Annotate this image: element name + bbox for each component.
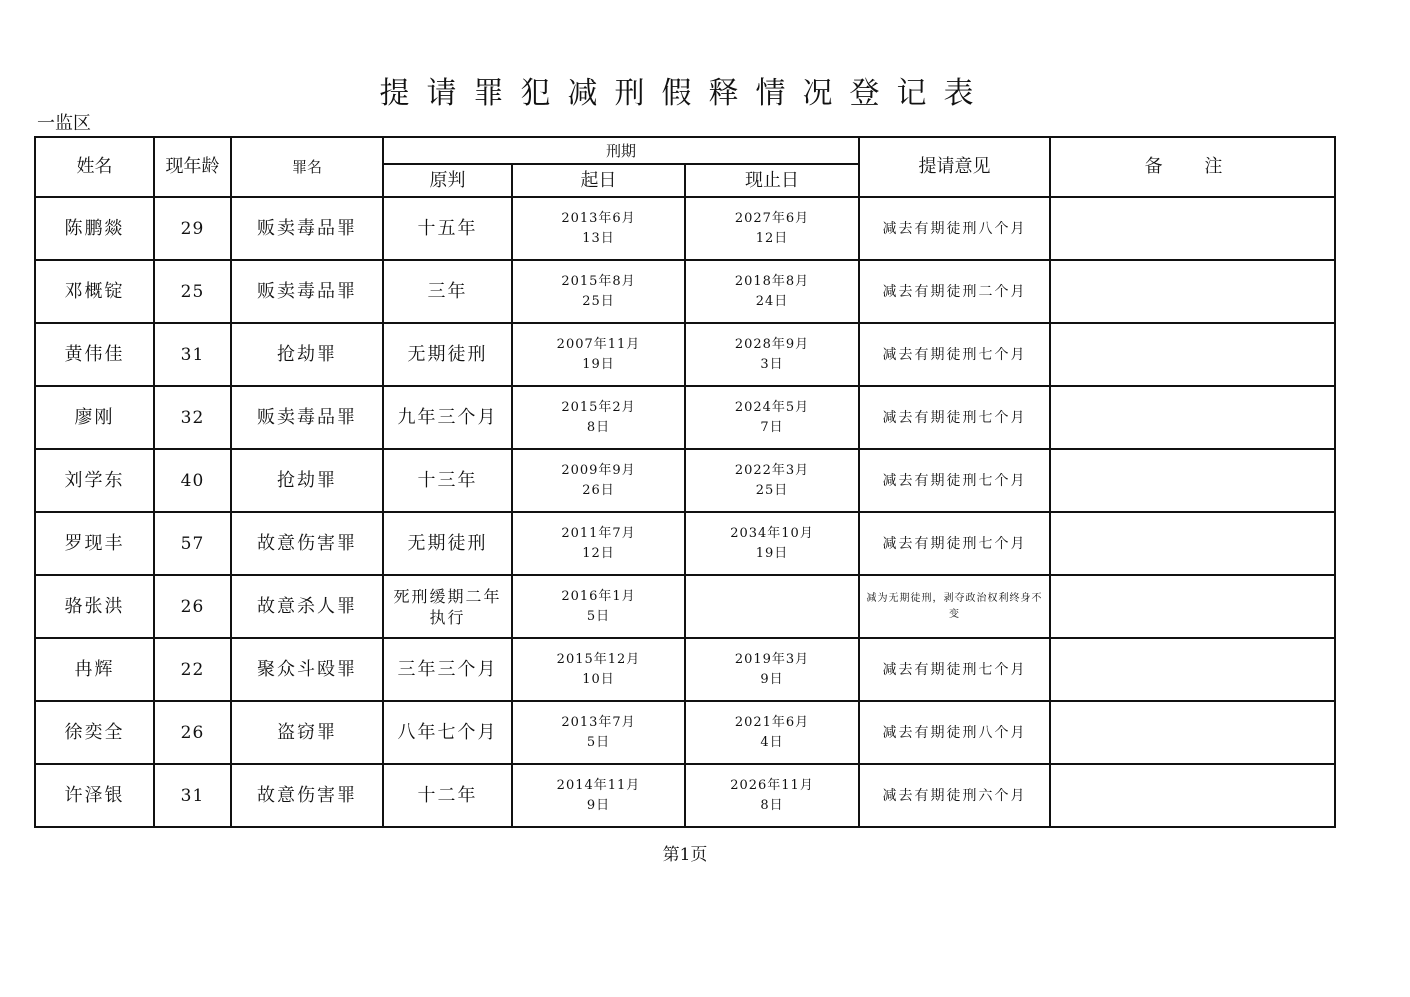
start-date-line: 2016年1月	[561, 588, 636, 604]
prisoner-age: 32	[154, 386, 231, 449]
end-date-line: 9日	[760, 671, 784, 687]
table-row	[35, 575, 1335, 638]
prisoner-name: 陈鹏燚	[35, 197, 154, 260]
prisoner-age: 31	[154, 323, 231, 386]
prisoner-age: 57	[154, 512, 231, 575]
header-start-date: 起日	[512, 164, 685, 197]
start-date-line: 26日	[582, 482, 615, 498]
start-date	[512, 260, 685, 323]
commutation-opinion: 减去有期徒刑七个月	[859, 512, 1050, 575]
end-date	[685, 764, 859, 827]
crime-name: 盗窃罪	[231, 701, 383, 764]
start-date-line: 2007年11月	[556, 336, 641, 352]
end-date	[685, 197, 859, 260]
table-row	[35, 764, 1335, 827]
end-date	[685, 386, 859, 449]
start-date-line: 5日	[586, 734, 611, 750]
end-date-line: 2018年8月	[734, 273, 810, 289]
prisoner-age: 22	[154, 638, 231, 701]
table-row	[35, 386, 1335, 449]
original-sentence: 十三年	[383, 449, 512, 512]
original-sentence: 无期徒刑	[383, 512, 512, 575]
commutation-opinion: 减去有期徒刑七个月	[859, 449, 1050, 512]
start-date	[512, 764, 685, 827]
notes-cell	[1050, 575, 1335, 638]
start-date-line: 2011年7月	[561, 525, 636, 541]
original-sentence: 十五年	[383, 197, 512, 260]
start-date-line: 2015年2月	[561, 399, 636, 415]
prison-unit-label: 一监区	[37, 113, 91, 134]
start-date-line: 10日	[582, 671, 615, 687]
crime-name: 贩卖毒品罪	[231, 260, 383, 323]
page-number: 第1页	[662, 845, 708, 865]
start-date-line: 19日	[582, 356, 615, 372]
table-row	[35, 449, 1335, 512]
prisoner-age: 25	[154, 260, 231, 323]
notes-cell	[1050, 386, 1335, 449]
end-date-line: 2028年9月	[734, 336, 810, 352]
end-date	[685, 701, 859, 764]
start-date	[512, 701, 685, 764]
start-date	[512, 575, 685, 638]
notes-cell	[1050, 701, 1335, 764]
start-date	[512, 449, 685, 512]
end-date-line: 25日	[755, 482, 789, 498]
header-notes: 备 注	[1050, 137, 1335, 197]
commutation-opinion: 减去有期徒刑八个月	[859, 197, 1050, 260]
end-date-line: 7日	[760, 419, 784, 435]
header-original-sentence: 原判	[383, 164, 512, 197]
end-date-line: 8日	[760, 797, 784, 813]
table-row	[35, 512, 1335, 575]
end-date-line: 12日	[755, 230, 789, 246]
end-date-line: 2026年11月	[730, 777, 814, 793]
end-date-line: 4日	[760, 734, 784, 750]
notes-cell	[1050, 323, 1335, 386]
header-opinion: 提请意见	[859, 137, 1050, 197]
original-sentence: 无期徒刑	[383, 323, 512, 386]
table-row	[35, 260, 1335, 323]
crime-name: 贩卖毒品罪	[231, 386, 383, 449]
end-date-line: 3日	[760, 356, 784, 372]
notes-cell	[1050, 260, 1335, 323]
start-date-line: 2015年12月	[556, 651, 641, 667]
commutation-opinion: 减去有期徒刑七个月	[859, 323, 1050, 386]
prisoner-name: 刘学东	[35, 449, 154, 512]
prisoner-name: 许泽银	[35, 764, 154, 827]
prisoner-name: 罗现丰	[35, 512, 154, 575]
prisoner-age: 31	[154, 764, 231, 827]
header-name: 姓名	[35, 137, 154, 197]
end-date-line: 24日	[755, 293, 789, 309]
table-row	[35, 638, 1335, 701]
original-sentence: 八年七个月	[383, 701, 512, 764]
start-date	[512, 512, 685, 575]
prisoner-name: 邓概锭	[35, 260, 154, 323]
start-date-line: 12日	[582, 545, 615, 561]
start-date-line: 8日	[586, 419, 611, 435]
original-sentence: 十二年	[383, 764, 512, 827]
register-table	[34, 136, 1336, 828]
commutation-opinion: 减去有期徒刑六个月	[859, 764, 1050, 827]
prisoner-age: 40	[154, 449, 231, 512]
start-date-line: 25日	[582, 293, 615, 309]
crime-name: 故意杀人罪	[231, 575, 383, 638]
start-date-line: 5日	[586, 608, 611, 624]
end-date	[685, 512, 859, 575]
header-term: 刑期	[383, 137, 859, 164]
end-date-line: 2021年6月	[734, 714, 810, 730]
start-date-line: 2015年8月	[561, 273, 636, 289]
document-title: 提请罪犯减刑假释情况登记表	[379, 76, 991, 111]
start-date	[512, 197, 685, 260]
crime-name: 抢劫罪	[231, 449, 383, 512]
crime-name: 抢劫罪	[231, 323, 383, 386]
commutation-opinion: 减去有期徒刑七个月	[859, 386, 1050, 449]
end-date-line: 2027年6月	[734, 210, 810, 226]
start-date-line: 2014年11月	[556, 777, 641, 793]
start-date-line: 2009年9月	[561, 462, 636, 478]
commutation-opinion: 减为无期徒刑，剥夺政治权利终身不变	[859, 575, 1050, 638]
prisoner-age: 26	[154, 701, 231, 764]
notes-cell	[1050, 764, 1335, 827]
end-date-line: 2019年3月	[734, 651, 810, 667]
crime-name: 聚众斗殴罪	[231, 638, 383, 701]
crime-name: 贩卖毒品罪	[231, 197, 383, 260]
original-sentence: 九年三个月	[383, 386, 512, 449]
original-sentence: 死刑缓期二年执行	[383, 575, 512, 638]
start-date	[512, 323, 685, 386]
table-header	[35, 137, 1335, 197]
table-row	[35, 323, 1335, 386]
end-date	[685, 575, 859, 638]
prisoner-name: 黄伟佳	[35, 323, 154, 386]
start-date-line: 9日	[586, 797, 611, 813]
commutation-opinion: 减去有期徒刑二个月	[859, 260, 1050, 323]
prisoner-name: 冉辉	[35, 638, 154, 701]
end-date-line: 2024年5月	[734, 399, 810, 415]
prisoner-name: 骆张洪	[35, 575, 154, 638]
notes-cell	[1050, 197, 1335, 260]
table-row	[35, 701, 1335, 764]
crime-name: 故意伤害罪	[231, 512, 383, 575]
end-date	[685, 323, 859, 386]
prisoner-age: 29	[154, 197, 231, 260]
notes-cell	[1050, 512, 1335, 575]
end-date-line: 19日	[755, 545, 789, 561]
end-date	[685, 260, 859, 323]
start-date	[512, 638, 685, 701]
start-date-line: 13日	[582, 230, 615, 246]
end-date-line: 2034年10月	[730, 525, 814, 541]
end-date	[685, 638, 859, 701]
prisoner-age: 26	[154, 575, 231, 638]
start-date	[512, 386, 685, 449]
header-end-date: 现止日	[685, 164, 859, 197]
prisoner-name: 廖刚	[35, 386, 154, 449]
prisoner-name: 徐奕全	[35, 701, 154, 764]
crime-name: 故意伤害罪	[231, 764, 383, 827]
header-age: 现年龄	[154, 137, 231, 197]
header-crime: 罪名	[231, 137, 383, 197]
table-body	[35, 197, 1335, 827]
commutation-opinion: 减去有期徒刑七个月	[859, 638, 1050, 701]
end-date	[685, 449, 859, 512]
original-sentence: 三年三个月	[383, 638, 512, 701]
notes-cell	[1050, 449, 1335, 512]
start-date-line: 2013年7月	[561, 714, 636, 730]
start-date-line: 2013年6月	[561, 210, 636, 226]
end-date-line: 2022年3月	[734, 462, 810, 478]
table-row	[35, 197, 1335, 260]
commutation-opinion: 减去有期徒刑八个月	[859, 701, 1050, 764]
original-sentence: 三年	[383, 260, 512, 323]
notes-cell	[1050, 638, 1335, 701]
